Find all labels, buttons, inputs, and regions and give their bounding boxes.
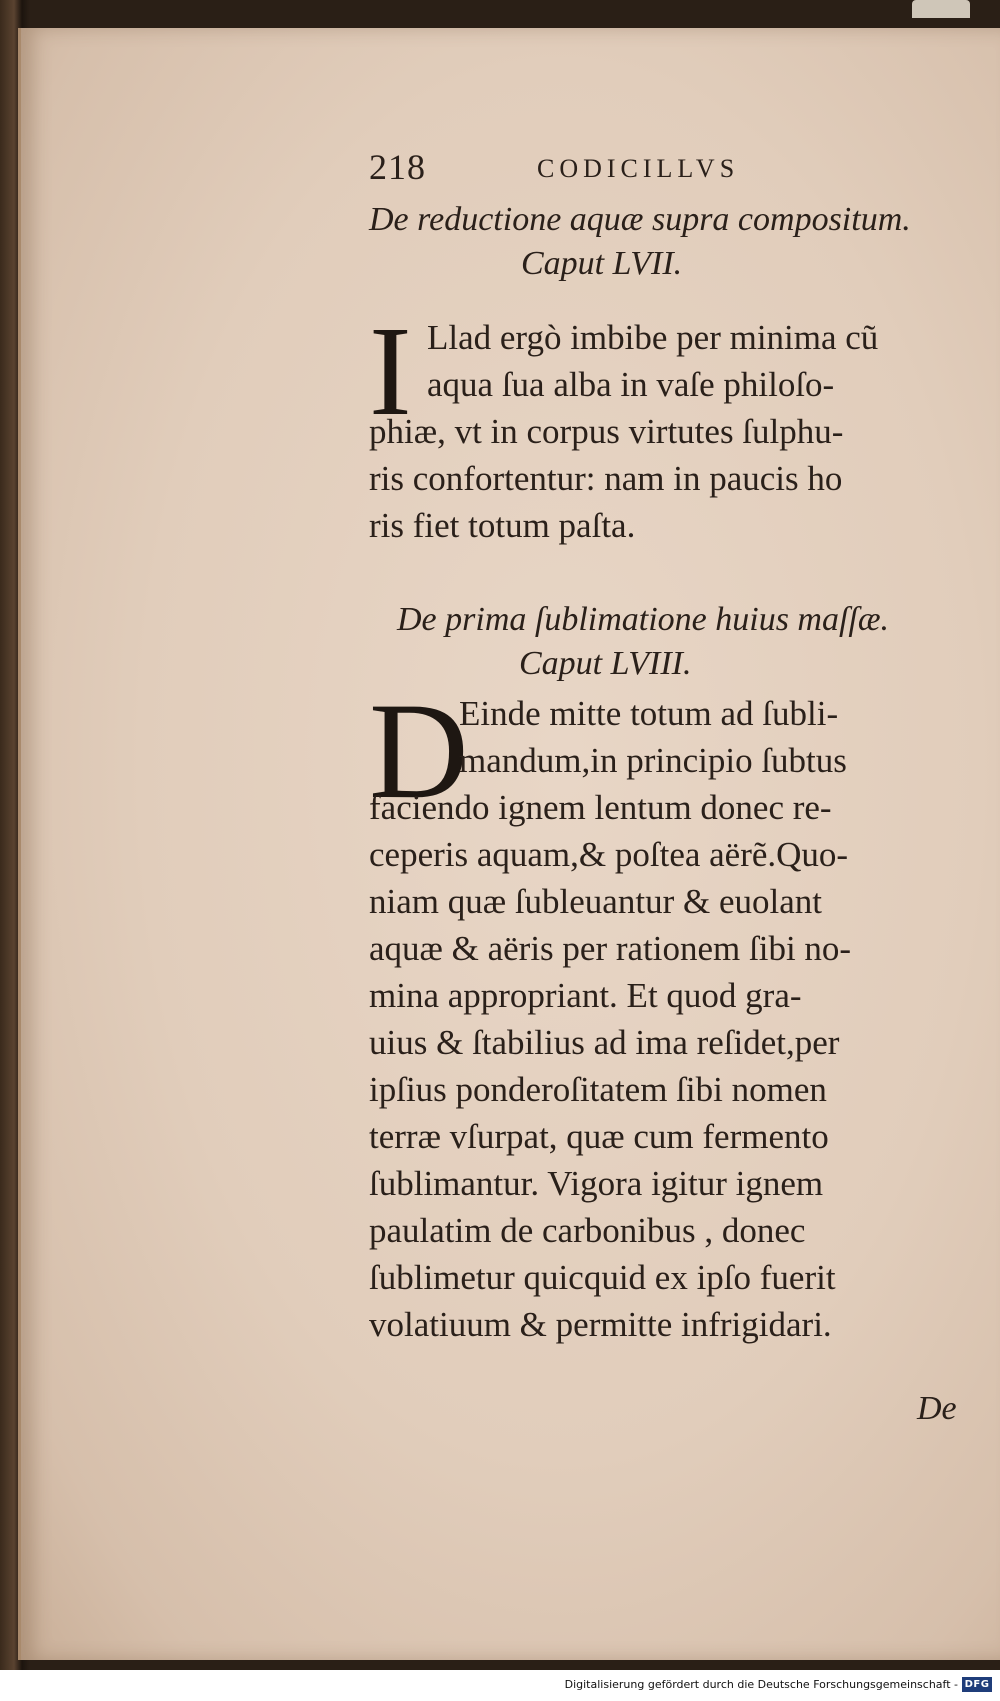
funding-credit: Digitalisierung gefördert durch die Deutsche Forschungsgemeinschaft - [564, 1678, 958, 1691]
page-corner-tab [912, 0, 970, 18]
chapter-58-title: De prima ſublimatione huius maſſæ. [397, 601, 890, 638]
text-line: Llad ergò imbibe per minima cũ [427, 318, 879, 357]
chapter-57-number: Caput LVII. [521, 245, 683, 282]
text-line: ipſius ponderoſitatem ſibi nomen [369, 1070, 827, 1109]
text-line: uius & ſtabilius ad ima reſidet,per [369, 1023, 840, 1062]
text-line: faciendo ignem lentum donec re- [369, 788, 832, 827]
book-page [18, 28, 1000, 1660]
text-line: ceperis aquam,& poſtea aërẽ.Quo- [369, 835, 849, 874]
text-line: phiæ, vt in corpus virtutes ſulphu- [369, 412, 844, 451]
running-head [369, 146, 969, 192]
text-line: Einde mitte totum ad ſubli- [459, 694, 839, 733]
text-line: paulatim de carbonibus , donec [369, 1211, 806, 1250]
dfg-logo: DFG [962, 1677, 992, 1692]
chapter-57-heading [369, 198, 969, 286]
footer-bar [0, 1670, 1000, 1701]
chapter-58-heading [369, 598, 969, 686]
page-number: 218 [369, 147, 426, 187]
text-line: ris confortentur: nam in paucis ho [369, 459, 843, 498]
text-line: ſublimantur. Vigora igitur ignem [369, 1164, 824, 1203]
chapter-58-number: Caput LVIII. [519, 645, 692, 682]
chapter-57-dropcap: I [369, 300, 412, 442]
text-line: mina appropriant. Et quod gra- [369, 976, 802, 1015]
text-line: aquæ & aëris per rationem ſibi no- [369, 929, 852, 968]
text-line: ris fiet totum paſta. [369, 506, 636, 545]
text-line: niam quæ ſubleuantur & euolant [369, 882, 822, 921]
text-line: volatiuum & permitte infrigidari. [369, 1305, 832, 1344]
text-line: terræ vſurpat, quæ cum fermento [369, 1117, 829, 1156]
text-line: aqua ſua alba in vaſe philoſo- [427, 365, 835, 404]
text-line: mandum,in principio ſubtus [459, 741, 847, 780]
running-title: CODICILLVS [537, 154, 740, 183]
chapter-58-dropcap: D [369, 674, 469, 827]
catchword: De [917, 1390, 957, 1427]
chapter-57-title: De reductione aquæ supra compositum. [369, 201, 911, 238]
text-line: ſublimetur quicquid ex ipſo fuerit [369, 1258, 836, 1297]
